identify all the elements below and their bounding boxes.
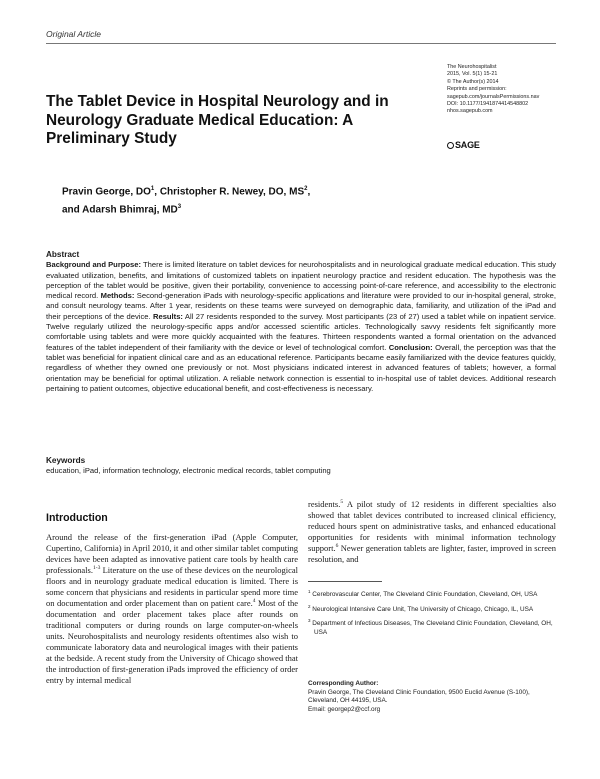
affiliation-item	[308, 603, 556, 615]
intro-paragraph-part: Literature on the use of these devices on the neurological floors and in neurology graduate medical education is limited. There is some concern that physicians and residents in particular spend more time on documentation and order placement than on patient care.	[46, 565, 298, 608]
journal-info	[447, 64, 577, 116]
corresponding-author	[308, 680, 556, 714]
corresponding-author-email[interactable]: Email: georgep2@ccf.org	[308, 705, 381, 713]
article-type-label: Original Article	[46, 29, 101, 39]
intro-paragraph-part: Newer generation tablets are lighter, faster, improved in screen resolution, and	[308, 543, 556, 564]
journal-permissions-link[interactable]: sagepub.com/journalsPermissions.nav	[447, 93, 540, 100]
intro-paragraph-part: Most of the documentation and order placement takes place after rounds on traditional computers or during rounds on large computer-on-wheels units. Neurohospitalists and neurology residents oftentimes also wish to communicate laboratory data and neurological images with their patients at the bedside. A recent study from the University of Chicago showed that the introduction of first-generation iPads improved the efficiency of order entry by internal medical	[46, 598, 298, 685]
footnote-divider	[308, 581, 382, 582]
article-title: The Tablet Device in Hospital Neurology and in Neurology Graduate Medical Education: A Preliminary Study	[46, 93, 389, 148]
abstract-methods-label: Methods:	[100, 291, 135, 301]
author-list: Pravin George, $DO^1$, Christopher R. Newey, DO, $MS^2$, and Adarsh Bhimraj, $MD^3$	[62, 186, 311, 216]
abstract-conclusion-text: Overall, the perception was that the tablet was beneficial for inpatient clinical care and as an educational reference. Participants became easily familiarized with the device features quickly, regardless of whether they owned one previously or not. Most physicians indicated interest in advanced features of tablets; however, a formal orientation may be beneficial for optimal utilization. A reliable network connection is essential to in-hospital use of tablet devices. Additional research pertaining to patient outcomes, objective educational benefit, and cost-effectiveness is necessary.	[46, 342, 556, 393]
introduction-column-left	[46, 532, 298, 686]
abstract-body	[46, 260, 556, 394]
corresponding-author-heading: Corresponding Author:	[308, 680, 379, 687]
abstract-background-label: Background and Purpose:	[46, 260, 142, 270]
journal-doi[interactable]: DOI: 10.1177/1941874414548802	[447, 101, 529, 108]
journal-copyright: © The Author(s) 2014	[447, 78, 499, 85]
affiliations-list	[308, 588, 556, 640]
affiliation-text: Neurological Intensive Care Unit, The University of Chicago, Chicago, IL, USA	[312, 605, 534, 613]
author-1-affiliation: 1	[150, 186, 155, 192]
citation-ref[interactable]: 4	[252, 598, 256, 605]
header-divider	[46, 43, 556, 44]
affiliation-text: Cerebrovascular Center, The Cleveland Clinic Foundation, Cleveland, OH, USA	[312, 591, 538, 599]
journal-website-link[interactable]: nhos.sagepub.com	[447, 108, 493, 115]
abstract-background-text: There is limited literature on tablet devices for neurohospitalists and in neurological graduate medical education. This study evaluated utilization, benefits, and limitations of customized tablets on inpatient neurology practice and resident education. The hypothesis was the perception of the tablet would be positive, given their portability, convenience to accessing point-of-care reference, and accessibility to the electronic medical record.	[46, 260, 557, 301]
journal-name: The Neurohospitalist	[447, 64, 497, 70]
abstract-results-label: Results:	[152, 311, 183, 321]
affiliation-item	[308, 588, 556, 600]
affiliation-number: 1	[308, 589, 311, 594]
abstract-results-text: All 27 residents responded to the survey. Most participants (23 of 27) used a tablet while on inpatient service. Twelve regularly utilized the neurology-specific apps and/or accessed scientific articles. Technologically savvy residents felt significantly more comfortable using tablets and were more quickly acquainted with the features. Thirteen respondents wanted a formal orientation on the advanced features of the tablet independent of their familiarity with the device or level of technological comfort.	[46, 311, 556, 352]
sage-logo-icon	[447, 142, 454, 149]
abstract-heading: Abstract	[46, 250, 80, 259]
author-3-affiliation: 3	[177, 203, 182, 210]
affiliation-item	[308, 617, 556, 637]
author-2-affiliation: 2	[304, 186, 308, 192]
affiliation-number: 2	[308, 603, 311, 609]
abstract-section	[46, 250, 556, 394]
affiliation-text: Department of Infectious Diseases, The Cleveland Clinic Foundation, Cleveland, OH, USA	[312, 620, 553, 636]
intro-paragraph-part: residents.	[308, 499, 341, 509]
journal-volume: 2015, Vol. 5(1) 15-21	[447, 71, 498, 78]
sage-logo-text: SAGE	[455, 140, 480, 150]
introduction-heading: Introduction	[46, 512, 108, 524]
affiliation-number: 3	[308, 618, 311, 624]
intro-paragraph-part: Around the release of the first-generation iPad (Apple Computer, Cupertino, California) in April 2010, it and other similar tablet computing devices have been adapted as innovative patient care tools by health care professionals.	[46, 532, 298, 575]
citation-ref[interactable]: 5	[340, 499, 344, 506]
journal-reprints: Reprints and permission:	[447, 86, 507, 93]
sage-logo	[447, 140, 480, 150]
corresponding-author-address: Pravin George, The Cleveland Clinic Foundation, 9500 Euclid Avenue (S-100), Cleveland, OH 44195, USA.	[308, 688, 530, 705]
citation-ref[interactable]: 6	[335, 543, 339, 550]
intro-paragraph-part: A pilot study of 12 residents in different specialties also showed that tablet devices contributed to increased clinical efficiency, reduced hours spent on administrative tasks, and enhanced educational opportunities for residents with minimal information technology support.	[308, 499, 556, 553]
introduction-column-right	[308, 499, 556, 565]
author-2: Christopher R. Newey, DO, MS	[159, 186, 305, 198]
citation-ref[interactable]: 1-3	[92, 565, 101, 572]
keywords-heading: Keywords	[46, 456, 86, 465]
keywords-list: education, iPad, information technology, electronic medical records, tablet computing	[46, 466, 331, 475]
author-3: and Adarsh Bhimraj, MD	[62, 204, 178, 216]
author-1: Pravin George, DO	[62, 186, 151, 198]
abstract-conclusion-label: Conclusion:	[388, 342, 433, 352]
abstract-methods-text: Second-generation iPads with neurology-specific applications and literature were provided to our in-hospital general, stroke, and consult neurology teams. After 1 year, residents on these teams were surveyed on demographic data, familiarity, and utilization of the iPad and their perceptions of the device.	[46, 291, 556, 321]
keywords-section	[46, 456, 556, 476]
